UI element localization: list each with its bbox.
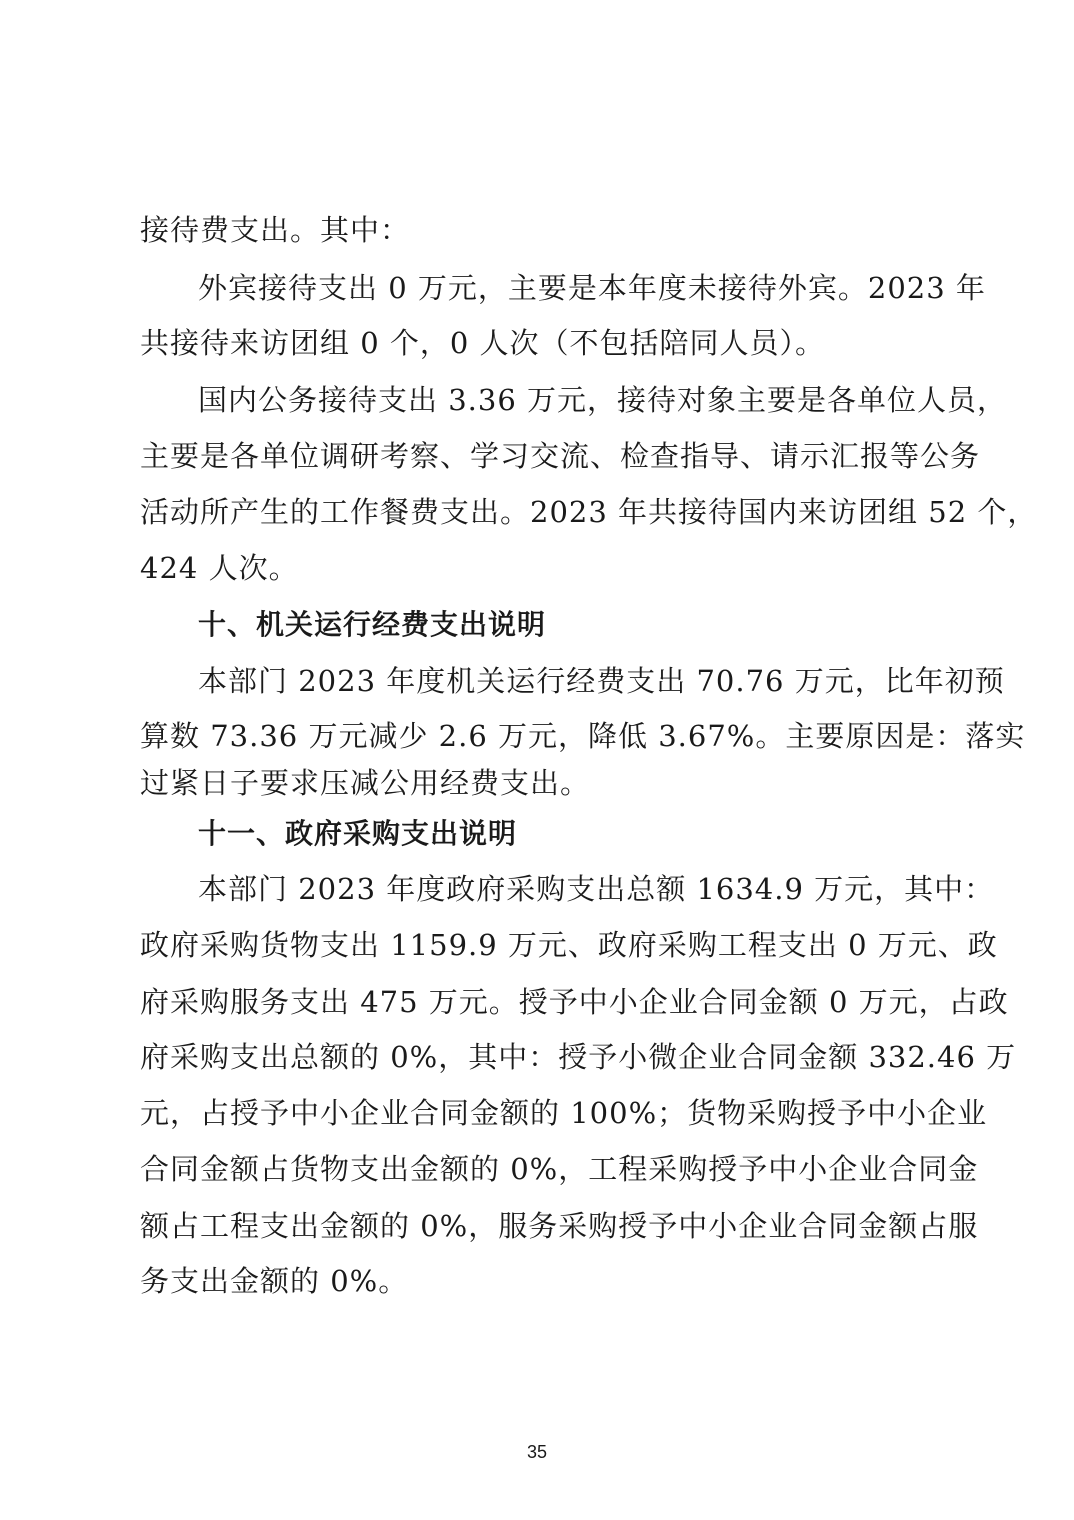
paragraph-line: 合同金额占货物支出金额的 0%，工程采购授予中小企业合同金 [140, 1152, 979, 1186]
paragraph-line: 算数 73.36 万元减少 2.6 万元，降低 3.67%。主要原因是：落实 [140, 719, 1026, 753]
paragraph-line: 主要是各单位调研考察、学习交流、检查指导、请示汇报等公务 [140, 439, 981, 473]
paragraph-line: 424 人次。 [140, 551, 299, 585]
paragraph-line: 本部门 2023 年度政府采购支出总额 1634.9 万元，其中： [198, 872, 995, 906]
paragraph-line: 国内公务接待支出 3.36 万元，接待对象主要是各单位人员， [198, 383, 1008, 417]
paragraph-line: 额占工程支出金额的 0%，服务采购授予中小企业合同金额占服 [140, 1209, 979, 1243]
paragraph-line: 府采购支出总额的 0%，其中：授予小微企业合同金额 332.46 万 [140, 1040, 1017, 1074]
paragraph-line: 元，占授予中小企业合同金额的 100%；货物采购授予中小企业 [140, 1096, 988, 1130]
paragraph-line: 政府采购货物支出 1159.9 万元、政府采购工程支出 0 万元、政 [140, 928, 998, 962]
page-number: 35 [526, 1442, 548, 1462]
paragraph-line: 共接待来访团组 0 个，0 人次（不包括陪同人员）。 [140, 326, 826, 360]
paragraph-line: 本部门 2023 年度机关运行经费支出 70.76 万元，比年初预 [198, 664, 1005, 698]
paragraph-line: 过紧日子要求压减公用经费支出。 [140, 766, 591, 800]
paragraph-line: 活动所产生的工作餐费支出。2023 年共接待国内来访团组 52 个， [140, 495, 1038, 529]
paragraph-line: 接待费支出。其中： [140, 213, 411, 247]
section-heading: 十一、政府采购支出说明 [198, 817, 518, 850]
paragraph-line: 务支出金额的 0%。 [140, 1264, 409, 1298]
section-heading: 十、机关运行经费支出说明 [198, 608, 547, 641]
paragraph-line: 外宾接待支出 0 万元，主要是本年度未接待外宾。2023 年 [198, 271, 986, 305]
paragraph-line: 府采购服务支出 475 万元。授予中小企业合同金额 0 万元，占政 [140, 985, 1009, 1019]
